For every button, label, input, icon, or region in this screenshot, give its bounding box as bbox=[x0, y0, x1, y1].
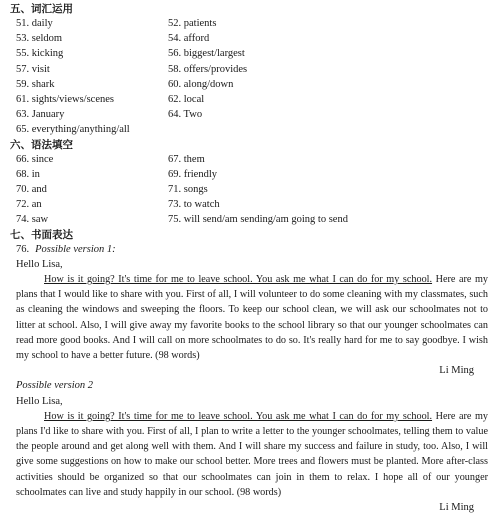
answer-item: 68. in bbox=[16, 168, 40, 180]
answer-item: 62. local bbox=[168, 94, 205, 106]
version-1-greeting: Hello Lisa, bbox=[16, 258, 63, 270]
section-5-title: 五、词汇运用 bbox=[10, 3, 73, 15]
answer-item: 63. January bbox=[16, 109, 65, 121]
answer-item: 67. them bbox=[168, 153, 205, 165]
answer-item: 61. sights/views/scenes bbox=[16, 94, 114, 106]
answer-item: 57. visit bbox=[16, 63, 50, 75]
section-5-left-column bbox=[10, 16, 168, 138]
answer-item: 51. daily bbox=[16, 18, 53, 29]
answer-item: 74. saw bbox=[16, 214, 49, 226]
answer-item: 64. Two bbox=[168, 109, 203, 121]
answer-item: 69. friendly bbox=[168, 168, 217, 180]
section-6-left-column bbox=[10, 152, 168, 228]
section-6-right-column bbox=[168, 152, 488, 228]
answer-item: 56. biggest/largest bbox=[168, 48, 245, 60]
version-1-label: Possible version 1: bbox=[35, 243, 116, 255]
answer-item: 58. offers/provides bbox=[168, 63, 248, 75]
version-2-label: Possible version 2 bbox=[16, 380, 93, 392]
answer-item: 52. patients bbox=[168, 18, 217, 29]
answer-item: 72. an bbox=[16, 199, 42, 211]
version-1-underlined-prompt: How is it going? It's time for me to leave school. You ask me what I can do for my school. bbox=[44, 274, 433, 286]
answer-item: 59. shark bbox=[16, 78, 55, 90]
answer-item: 65. everything/anything/all bbox=[16, 124, 130, 136]
version-2-signature: Li Ming bbox=[439, 502, 474, 514]
question-number: 76. bbox=[16, 243, 30, 255]
version-2-greeting: Hello Lisa, bbox=[16, 395, 63, 407]
answer-item: 53. seldom bbox=[16, 33, 63, 45]
answer-item: 60. along/down bbox=[168, 78, 234, 90]
answer-item: 71. songs bbox=[168, 184, 208, 196]
answer-item: 66. since bbox=[16, 153, 54, 165]
version-1-signature: Li Ming bbox=[439, 365, 474, 377]
section-5-answers bbox=[10, 16, 488, 138]
version-2-text: Here are my plans I'd like to share with you. First of all, I plan to write a letter to the younger schoolmates, telling them to value the people around and get along well with them. And I will share my success and failure in study, too. Also, I will give some suggestions on how to make our school better. More trees and flowers must be planted. More after-class activities should be organized so that our schoolmates can join in them to relax. I hope all of our younger schoolmates can live and study happily in our school. (98 words) bbox=[16, 410, 488, 498]
version-2-underlined-prompt: How is it going? It's time for me to leave school. You ask me what I can do for my school. bbox=[44, 410, 433, 422]
version-1-body bbox=[10, 272, 488, 363]
version-1-text: Here are my plans that I would like to share with you. First of all, I will volunteer to do some cleaning with my classmates, such as cleaning the windows and sweeping the floors. To keep our school clean, we will ask our schoolmates not to litter at school. Also, I will give away my favorite books to the school library so that our younger schoolmates can read more good books. And I will call on more schoolmates to do so. It's really hard for me to say goodbye. I wish my school to have a better future. (98 words) bbox=[16, 274, 488, 362]
answer-item: 73. to watch bbox=[168, 199, 220, 211]
essay-version-1-header bbox=[10, 242, 488, 257]
answer-item: 54. afford bbox=[168, 33, 210, 45]
version-2-body bbox=[10, 409, 488, 500]
section-5-right-column bbox=[168, 16, 488, 138]
answer-item: 75. will send/am sending/am going to send bbox=[168, 214, 348, 226]
answer-item: 55. kicking bbox=[16, 48, 64, 60]
section-7-title: 七、书面表达 bbox=[10, 228, 73, 241]
section-6-answers bbox=[10, 152, 488, 228]
section-6-title: 六、语法填空 bbox=[10, 138, 73, 151]
answer-item: 70. and bbox=[16, 184, 47, 196]
